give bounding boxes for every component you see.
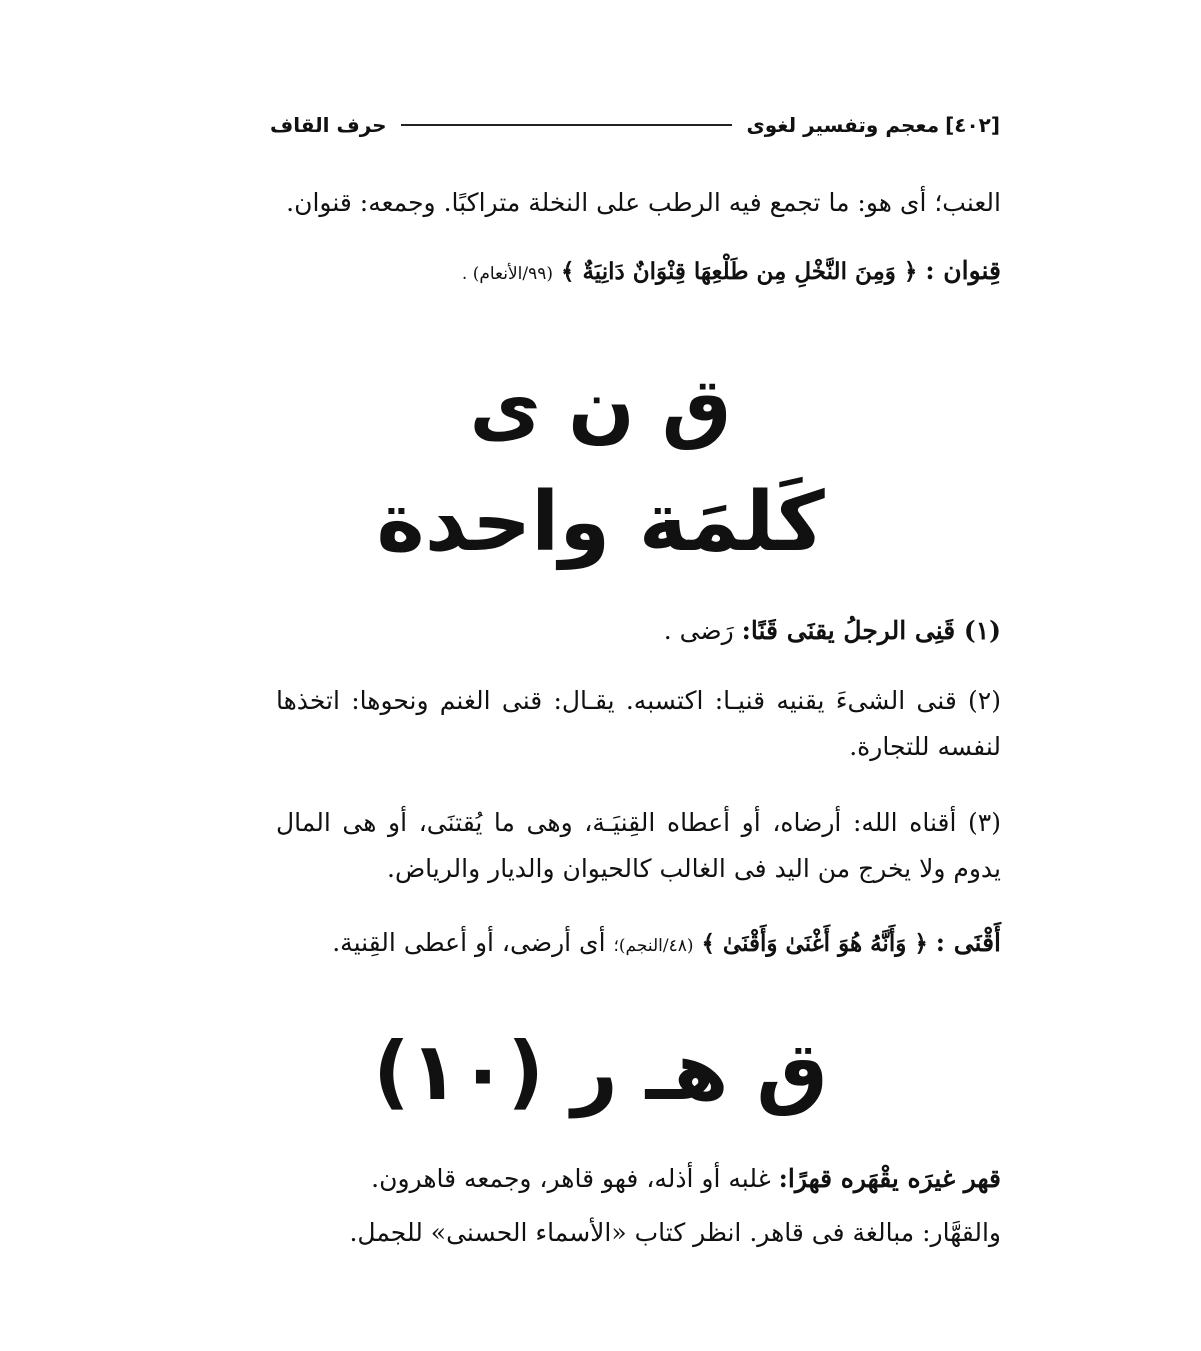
header-rule — [401, 124, 733, 126]
aqna-text: أى أرضى، أو أعطى القِنية. — [332, 928, 614, 957]
intro-text: العنب؛ أى هو: ما تجمع فيه الرطب على النخلة متراكبًا. وجمعه: قنوان. — [286, 188, 1001, 217]
section-title: حرف القاف — [270, 113, 387, 137]
entry-3-text: أقناه الله: أرضاه، أو أعطاه القِنيَـة، وهى ما يُقتنَى، أو هى المال يدوم ولا يخرج من اليد فى الغالب كالحيوان والديار والرياض. — [276, 808, 1001, 883]
entry-1 — [276, 608, 1001, 654]
word-count-heading: كَلمَة واحدة — [376, 475, 825, 570]
qahr-entry — [276, 1156, 1001, 1202]
entry-2 — [276, 678, 1001, 770]
book-title: معجم وتفسير لغوى — [746, 113, 940, 137]
aqna-verse: ﴿ وَأَنَّهُ هُوَ أَغْنَىٰ وَأَقْنَىٰ ﴾ — [701, 930, 928, 957]
page-number: [٤٠٢] — [945, 113, 1000, 137]
intro-line — [276, 180, 1001, 226]
aqna-reference: (٤٨/النجم)؛ — [613, 936, 694, 956]
qinwan-term: قِنوان : — [925, 256, 1001, 285]
root-heading-qhr: ق هـ ر (١٠) — [373, 1025, 828, 1118]
running-header — [270, 108, 1000, 142]
qahhar-text: والقهَّار: مبالغة فى قاهر. انظر كتاب «الأسماء الحسنى» للجمل. — [349, 1218, 1001, 1247]
root-heading-qny: ق ن ى — [469, 362, 732, 452]
aqna-entry — [276, 920, 1001, 969]
qinwan-entry — [276, 248, 1001, 297]
aqna-term: أَقْنَى : — [935, 928, 1001, 957]
qinwan-reference: (٩٩/الأنعام) . — [461, 264, 554, 284]
entry-1-text: رَضى . — [663, 616, 742, 645]
qahr-lead: قهر غيرَه يقْهَره قهرًا: — [778, 1164, 1001, 1193]
entry-2-text: قنى الشىءَ يقنيه قنيـا: اكتسبه. يقـال: قنى الغنم ونحوها: اتخذها لنفسه للتجارة. — [276, 686, 1001, 761]
qahr-text: غلبه أو أذله، فهو قاهر، وجمعه قاهرون. — [371, 1164, 779, 1193]
qinwan-verse: ﴿ وَمِنَ النَّخْلِ مِن طَلْعِهَا قِنْوَانٌ دَانِيَةٌ ﴾ — [560, 258, 918, 285]
entry-2-lead: (٢) — [968, 686, 1001, 715]
entry-1-lead: (١) قَنِى الرجلُ يقنَى قَنًا: — [741, 616, 1001, 645]
qahhar-entry — [276, 1210, 1001, 1256]
entry-3 — [276, 800, 1001, 892]
entry-3-lead: (٣) — [968, 808, 1001, 837]
